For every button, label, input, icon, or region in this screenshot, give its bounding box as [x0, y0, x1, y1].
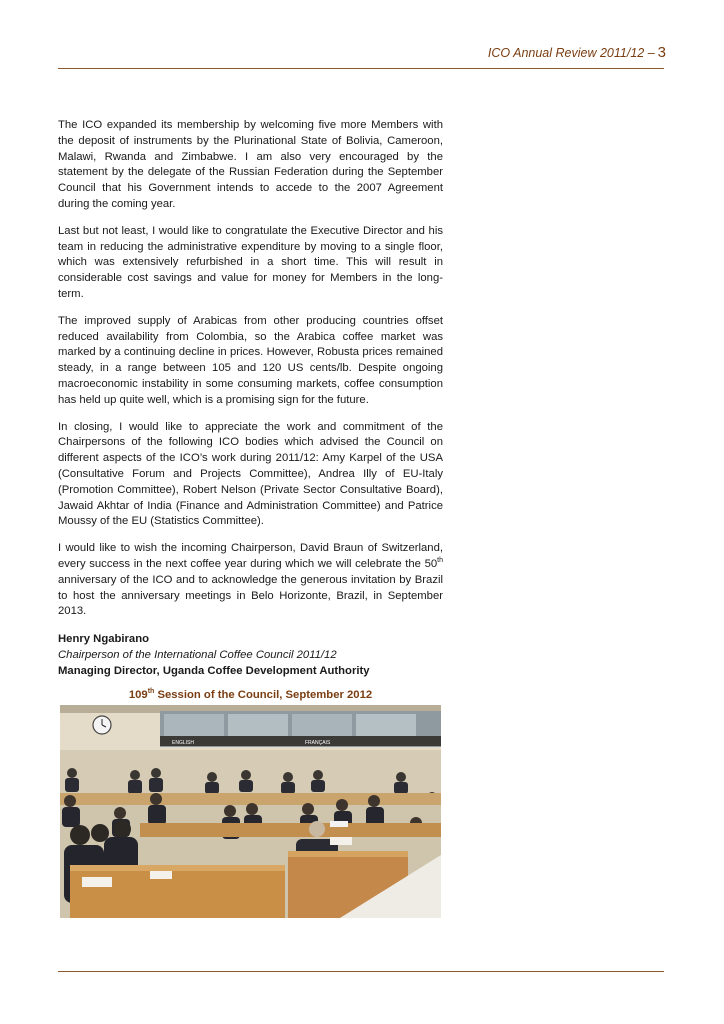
council-session-photo: [60, 705, 441, 918]
signatory-name: Henry Ngabirano: [58, 633, 150, 646]
paragraph-market: The improved supply of Arabicas from other producing countries offset reduced availability from Colombia, so the Arabica coffee market was marked by a continuing decline in prices. However, Robusta prices remained steady, in a range between 105 and 120 US cents/lb. Despite ongoing macroeconomic instability in some consuming markets, coffee consumption has held up quite well, which is a promising sign for the future.: [58, 314, 443, 406]
booth-label-english: ENGLISH: [172, 740, 194, 746]
paragraph-closing: [58, 541, 443, 620]
paragraph-administration: Last but not least, I would like to congratulate the Executive Director and his team in reducing the administrative expenditure by moving to a single floor, which was extensively refurbished in a short time. This will result in considerable cost savings and value for money for Members in the long-term.: [58, 224, 443, 300]
signatory-role: Chairperson of the International Coffee Council 2011/12: [58, 649, 337, 662]
running-header: [488, 44, 666, 61]
caption-sup: th: [147, 688, 155, 696]
closing-text-a: I would like to wish the incoming Chairperson, David Braun of Switzerland, every success in the next coffee year during which we will celebrate the 50: [58, 542, 443, 570]
paragraph-membership: The ICO expanded its membership by welcoming five more Members with the deposit of instruments by the Plurinational State of Bolivia, Cameroon, Malawi, Rwanda and Zimbabwe. I am also very encouraged by the statement by the delegate of the Russian Federation during the September Council that his Government intends to accede to the 2007 Agreement during the coming year.: [58, 119, 443, 210]
closing-sup: th: [437, 557, 443, 565]
closing-text-b: anniversary of the ICO and to acknowledge the generous invitation by Brazil to host the anniversary meetings in Belo Horizonte, Brazil, in September 2013.: [58, 573, 443, 618]
photo-caption: [58, 689, 443, 701]
caption-text: Session of the Council, September 2012: [154, 689, 373, 702]
page-number: 3: [657, 44, 666, 61]
footer-rule: [58, 971, 664, 972]
body-text: [58, 118, 443, 701]
paragraph-chairpersons: In closing, I would like to appreciate the work and commitment of the Chairpersons of the following ICO bodies which advised the Council on different aspects of the ICO’s work during 2011/12: Amy Karpel of the USA (Consultative Forum and Projects Committee), Andrea Illy of EU-Italy (Promotion Committee), Robert Nelson (Private Sector Consultative Board), Jawaid Akhtar of India (Finance and Administration Committee) and Patrice Moussy of the EU (Statistics Committee).: [58, 420, 443, 528]
header-rule: [58, 68, 664, 69]
header-title: ICO Annual Review 2011/12 –: [487, 46, 655, 60]
signatory-position: Managing Director, Uganda Coffee Development Authority: [58, 665, 370, 678]
booth-label-french: FRANÇAIS: [305, 740, 331, 746]
caption-number: 109: [128, 689, 148, 702]
